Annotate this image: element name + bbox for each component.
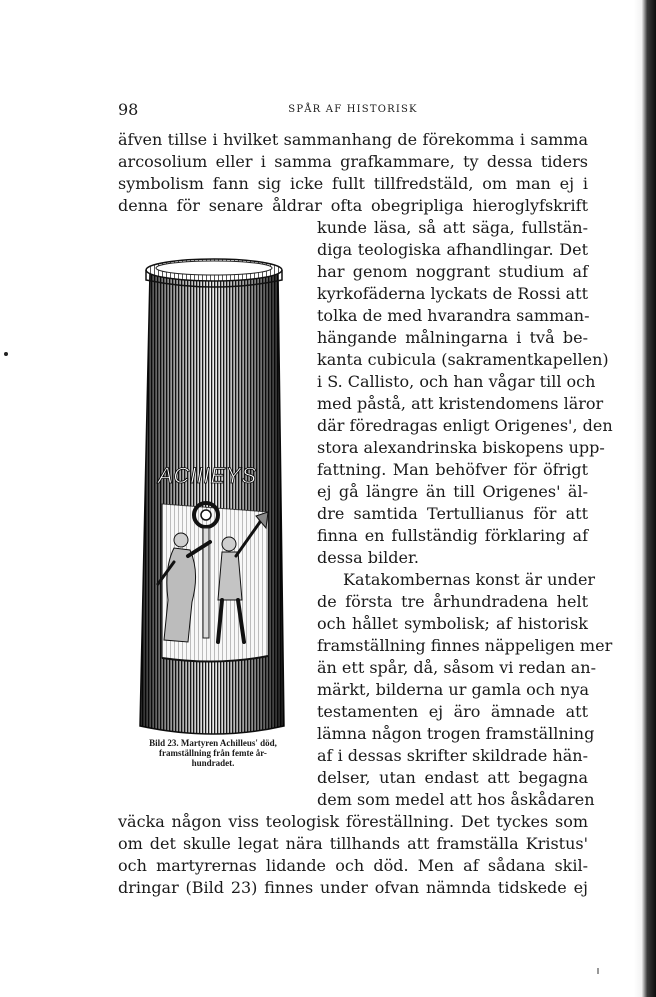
text-line: där föredragas enligt Origenes', den [317,416,613,435]
text-line: lämna någon trogen framställning [317,724,595,743]
figure-caption [118,738,308,768]
figure-inscription: ACIIIEYS [158,463,256,488]
text-line: testamenten ej äro ämnade att [317,702,588,721]
text-line: ej gå längre än till Origenes' äl- [317,482,588,501]
text-line: symbolism fann sig icke fullt tillfredstäld, om man ej i [118,174,588,193]
text-line: dre samtida Tertullianus för att [317,504,588,523]
caption-line: hundradet. [191,758,235,768]
text-line: har genom noggrant studium af [317,262,588,281]
text-line: om det skulle legat nära tillhands att framställa Kristus' [118,834,588,853]
text-line: hängande målningarna i två be- [317,328,588,347]
page-edge-shadow [634,0,656,997]
text-line: äfven tillse i hvilket sammanhang de förekomma i samma [118,130,588,149]
figure-column-engraving [118,250,306,735]
text-line: och martyrernas lidande och död. Men af sådana skil- [118,856,588,875]
text-line: med påstå, att kristendomens läror [317,394,604,413]
text-line: märkt, bilderna ur gamla och nya [317,680,590,699]
page-number: 98 [118,100,139,119]
text-line: de första tre århundradena helt [317,592,588,611]
text-line: dessa bilder. [317,548,419,567]
text-line: kanta cubicula (sakramentkapellen) [317,350,609,369]
running-head: SPÅR AF HISTORISK [288,104,418,115]
text-line: dringar (Bild 23) finnes under ofvan nämnda tidskede ej [118,878,588,897]
text-line: denna för senare åldrar ofta obegripliga hieroglyfskrift [118,196,588,215]
text-line: väcka någon viss teologisk föreställning. Det tyckes som [118,812,588,831]
text-line: kyrkofäderna lyckats de Rossi att [317,284,589,303]
caption-line: framställning från femte år- [159,748,267,758]
text-line: än ett spår, då, såsom vi redan an- [317,658,596,677]
stray-ink-mark [597,968,599,974]
caption-line: Bild 23. Martyren Achilleus' död, [149,738,277,748]
text-line: diga teologiska afhandlingar. Det [317,240,588,259]
text-line: Katakombernas konst är under [343,570,596,589]
text-line: fattning. Man behöfver för öfrigt [317,460,588,479]
text-line: tolka de med hvarandra samman- [317,306,590,325]
stray-ink-mark [4,352,8,356]
text-line: framställning finnes näppeligen mer [317,636,613,655]
page-header [118,100,588,120]
text-line: i S. Callisto, och han vågar till och [317,372,596,391]
text-line: dem som medel att hos åskådaren [317,790,595,809]
text-line: kunde läsa, så att säga, fullstän- [317,218,588,237]
text-line: och hållet symbolisk; af historisk [317,614,588,633]
text-line: finna en fullständig förklaring af [317,526,588,545]
text-line: delser, utan endast att begagna [317,768,588,787]
text-line: af i dessas skrifter skildrade hän- [317,746,588,765]
text-line: stora alexandrinska biskopens upp- [317,438,605,457]
text-line: arcosolium eller i samma grafkammare, ty dessa tiders [118,152,588,171]
